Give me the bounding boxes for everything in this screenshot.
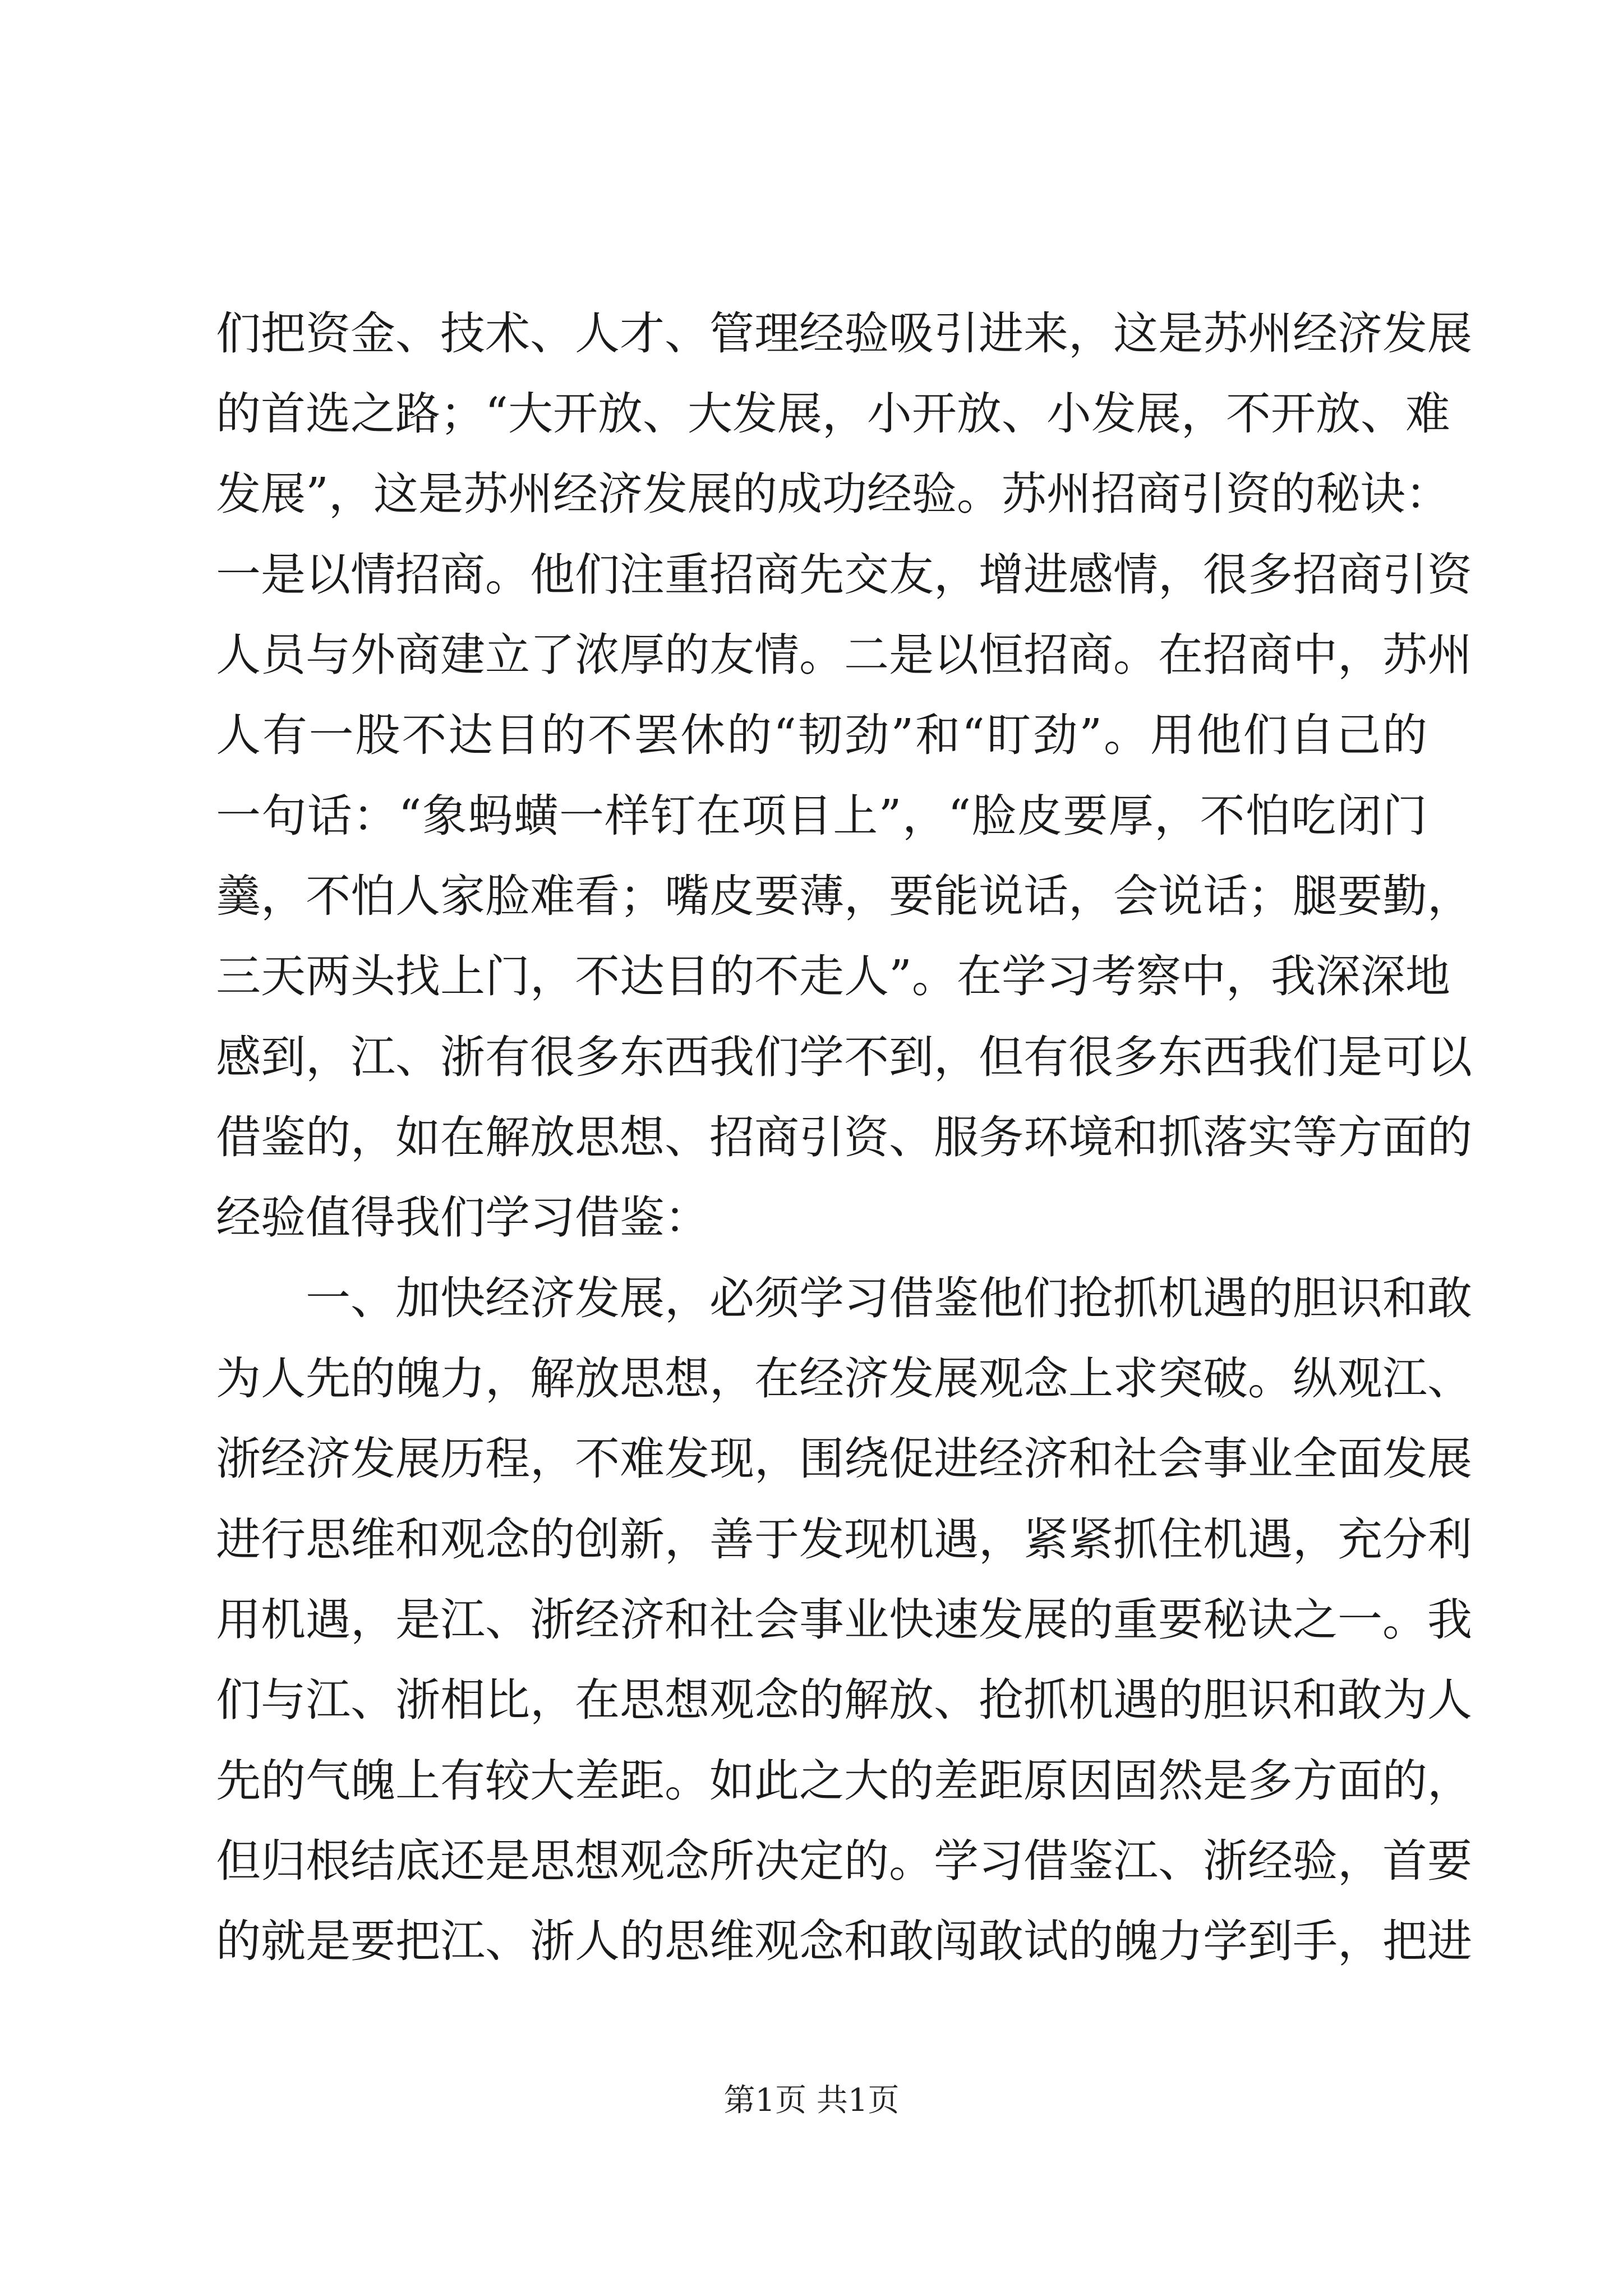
page-footer: 第1页 共1页	[723, 2082, 900, 2119]
text-line: 一、加快经济发展，必须学习借鉴他们抢抓机遇的胆识和敢	[306, 1272, 1472, 1324]
text-line: 用机遇，是江、浙经济和社会事业快速发展的重要秘诀之一。我	[216, 1594, 1472, 1646]
text-line: 羹，不怕人家脸难看；嘴皮要薄，要能说话，会说话；腿要勤，	[216, 870, 1472, 922]
text-line: 一是以情招商。他们注重招商先交友，增进感情，很多招商引资	[216, 549, 1472, 601]
text-line: 发展”，这是苏州经济发展的成功经验。苏州招商引资的秘诀：	[216, 468, 1450, 520]
text-line: 一句话：“象蚂蟥一样钉在项目上”，“脸皮要厚，不怕吃闭门	[216, 790, 1427, 842]
text-line: 先的气魄上有较大差距。如此之大的差距原因固然是多方面的，	[216, 1755, 1472, 1807]
text-line: 浙经济发展历程，不难发现，围绕促进经济和社会事业全面发展	[216, 1433, 1472, 1485]
text-line: 的就是要把江、浙人的思维观念和敢闯敢试的魄力学到手，把进	[216, 1915, 1472, 1967]
text-line: 经验值得我们学习借鉴：	[216, 1191, 709, 1244]
text-line: 进行思维和观念的创新，善于发现机遇，紧紧抓住机遇，充分利	[216, 1513, 1472, 1566]
text-line: 感到，江、浙有很多东西我们学不到，但有很多东西我们是可以	[216, 1031, 1472, 1083]
text-line: 的首选之路；“大开放、大发展，小开放、小发展，不开放、难	[216, 388, 1450, 440]
text-line: 借鉴的，如在解放思想、招商引资、服务环境和抓落实等方面的	[216, 1111, 1472, 1163]
text-line: 人员与外商建立了浓厚的友情。二是以恒招商。在招商中，苏州	[216, 629, 1472, 681]
text-line: 人有一股不达目的不罢休的“韧劲”和“盯劲”。用他们自己的	[216, 709, 1427, 761]
text-line: 们与江、浙相比，在思想观念的解放、抢抓机遇的胆识和敢为人	[216, 1674, 1472, 1726]
text-line: 但归根结底还是思想观念所决定的。学习借鉴江、浙经验，首要	[216, 1835, 1472, 1887]
text-line: 为人先的魄力，解放思想，在经济发展观念上求突破。纵观江、	[216, 1352, 1472, 1405]
text-line: 们把资金、技术、人才、管理经验吸引进来，这是苏州经济发展	[216, 307, 1472, 360]
text-line: 三天两头找上门，不达目的不走人”。在学习考察中，我深深地	[216, 950, 1450, 1002]
